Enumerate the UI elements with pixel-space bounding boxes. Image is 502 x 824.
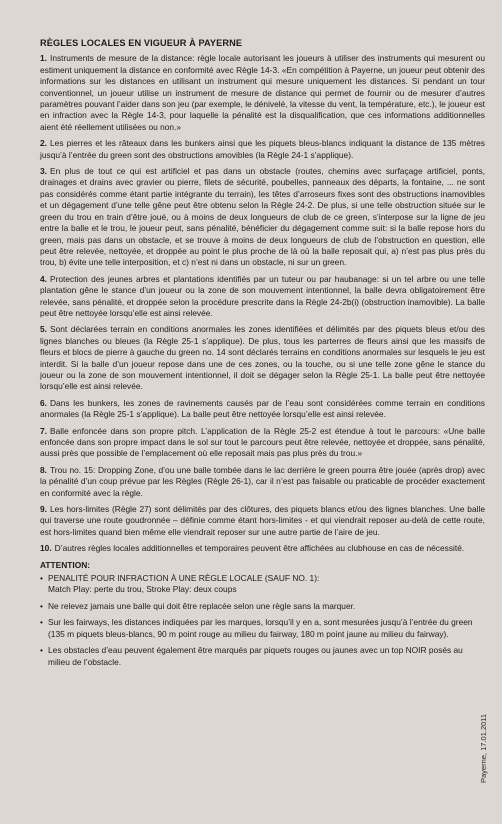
rule-text: Balle enfoncée dans son propre pitch. L’application de la Règle 25-2 est étendue à tout le parcours: «Une balle enfoncée dans son propre impact dans le sol sur tout le parcours peut être relevée, nettoyée et droppée, sans pénalité, aussi près que possible de l’emplacement où elle reposait mais pas plus près du trou.» (40, 425, 485, 459)
rule-number: 9. (40, 504, 47, 515)
rule-item (40, 274, 485, 320)
attention-item (40, 573, 485, 596)
rule-text: Sont déclarées terrain en conditions anormales les zones identifiées et délimités par des piquets bleus et/ou des lignes blanches ou bleues (la Règle 25-1 s’applique). De plus, tous les parterres de fleurs ainsi que les massifs de fleurs et blocs de pierre à gauche du green no. 14 sont déclarés terrains en conditions anormales sur lesquels le jeu est interdit. Si la balle d’un joueur repose dans une de ces zones, ou la touche, ou si une telle zone gêne le stance du joueur ou la zone de son mouvement intentionnel, il doit se dégager selon la Règle 25-1. La balle peut être nettoyée lorsqu’elle est ainsi relevée. (40, 324, 485, 392)
rule-item (40, 543, 485, 554)
attention-item-text: PENALITÉ POUR INFRACTION À UNE RÈGLE LOCALE (SAUF NO. 1): (48, 573, 320, 584)
attention-item (40, 645, 485, 668)
rule-number: 5. (40, 324, 47, 335)
rules-document (40, 38, 485, 673)
rule-text: En plus de tout ce qui est artificiel et pas dans un obstacle (routes, chemins avec surfaçage artificiel, ponts, drainages et drains avec gravier ou pierre, filets de sécurité, poubelles, panneaux des départs, la fontaine, ... ne sont pas considérés comme étant partie intégrante du terrain), les têtes d’arroseurs fixes sont des obstructions inamovibles et un dégagement d’une telle gêne peut être obtenu selon la Règle 24-2. De plus, si une telle obstruction située sur le green du trou en train d’être joué, ou à moins de deux longueurs de club de ce green, s’interpose sur la ligne de jeu entre la balle et le trou, le joueur peut, sans pénalité, bénéficier du dégagement comme suit: si la balle repose hors du green, mais pas dans un obstacle, et se trouve à moins de deux longueurs de club de l’obstruction en question, elle peut être relevée, nettoyée, et droppée au point le plus proche de là où la balle reposait qui, a) n’est pas plus près du trou, b) évite une telle interposition, et c) n’est ni dans un obstacle, ni sur un green. (40, 166, 485, 268)
rule-text: Dans les bunkers, les zones de ravinements causés par de l’eau sont considérées comme terrain en conditions anormales (la Règle 25-1 s’applique). La balle peut être nettoyée lorsqu’elle est ainsi relevée. (40, 397, 485, 420)
rule-item (40, 53, 485, 133)
rule-item (40, 166, 485, 269)
rule-text: D’autres règles locales additionnelles et temporaires peuvent être affichées au clubhouse en cas de nécessité. (54, 543, 465, 554)
date-sidenote (478, 703, 490, 783)
rule-item (40, 398, 485, 421)
rule-item (40, 426, 485, 460)
rule-number: 2. (40, 138, 47, 149)
attention-item-subtext: Match Play: perte du trou, Stroke Play: deux coups (48, 584, 237, 595)
attention-item (40, 601, 485, 612)
attention-item (40, 617, 485, 640)
date-sidenote-text: Payerne, 17.01.2011 (479, 713, 488, 783)
rule-text: Les hors-limites (Règle 27) sont délimités par des clôtures, des piquets blancs et/ou des lignes blanches. Une balle qui traverse une route goudronnée – définie comme étant hors-limites - et qui viendrait reposer au-delà de cette route, est hors-limites quand bien même elle viendrait reposer sur une autre partie de l’aire de jeu. (40, 504, 485, 537)
rule-item (40, 504, 485, 538)
attention-item-text: Les obstacles d’eau peuvent également être marqués par piquets rouges ou jaunes avec un top NOIR posés au milieu de l’obstacle. (48, 645, 463, 667)
rule-number: 4. (40, 273, 47, 284)
rule-item (40, 138, 485, 161)
document-title: RÈGLES LOCALES EN VIGUEUR À PAYERNE (40, 38, 243, 48)
rule-number: 8. (40, 464, 47, 475)
attention-item-text: Sur les fairways, les distances indiquées par les marques, lorsqu’il y en a, sont mesurées jusqu’à l’entrée du green (135 m piquets bleus-blancs, 90 m point rouge au milieu du fairway, 180 m point jaune au milieu du fairway). (48, 617, 473, 639)
rule-number: 6. (40, 397, 47, 408)
attention-item-text: Ne relevez jamais une balle qui doit être replacée selon une règle sans la marquer. (48, 600, 356, 611)
rule-number: 1. (40, 53, 47, 64)
rule-text: Instruments de mesure de la distance: règle locale autorisant les joueurs à utiliser des instruments qui mesurent ou estiment uniquement la distance en conformité avec Règle 14-3. «En compétition à Payerne, un joueur peut obtenir des informations sur les distances en utilisant un instrument qui mesure uniquement les distances. Si pendant un tour conventionnel, un joueur utilise un instrument de mesure de distance qui permet de fournir ou de mesurer d’autres paramètres pouvant l’aider dans son jeu (par exemple, le dénivelé, la vitesse du vent, la température, etc.), le joueur est en infraction avec la Règle 14-3, pour laquelle la pénalité est la disqualification, que ces informations additionnelles aient été réellement utilisées ou non.» (40, 53, 485, 132)
attention-list (40, 573, 485, 668)
rule-number: 10. (40, 543, 52, 554)
rule-text: Trou no. 15: Dropping Zone, d’ou une balle tombée dans le lac derrière le green pourra être jouée (après drop) avec la pénalité d’un coup prévue par les Règles (Règle 26-1), car il n’est pas faisable ou praticable de procéder exactement en conformité avec la règle. (40, 464, 485, 498)
rule-text: Les pierres et les râteaux dans les bunkers ainsi que les piquets bleus-blancs indiquant la distance de 135 mètres jusqu’à l’entrée du green sont des obstructions amovibles (la Règle 24-1 s’applique). (40, 138, 485, 160)
rule-number: 7. (40, 425, 47, 436)
attention-title: ATTENTION: (40, 559, 91, 570)
rule-text: Protection des jeunes arbres et plantations identifiés par un tuteur ou par haubanage: si un tel arbre ou une telle plantation gêne le stance d’un joueur ou la zone de son mouvement intentionnel, la balle devra obligatoirement être relevée, sans pénalité, et droppée selon la procédure prescrite dans la Règle 24-2b(i) (obstruction inamovible). La balle peut être nettoyée lorsqu’elle est ainsi relevée. (40, 273, 485, 318)
rule-item (40, 465, 485, 499)
rules-list (40, 53, 485, 554)
rule-number: 3. (40, 166, 47, 177)
rule-item (40, 324, 485, 392)
